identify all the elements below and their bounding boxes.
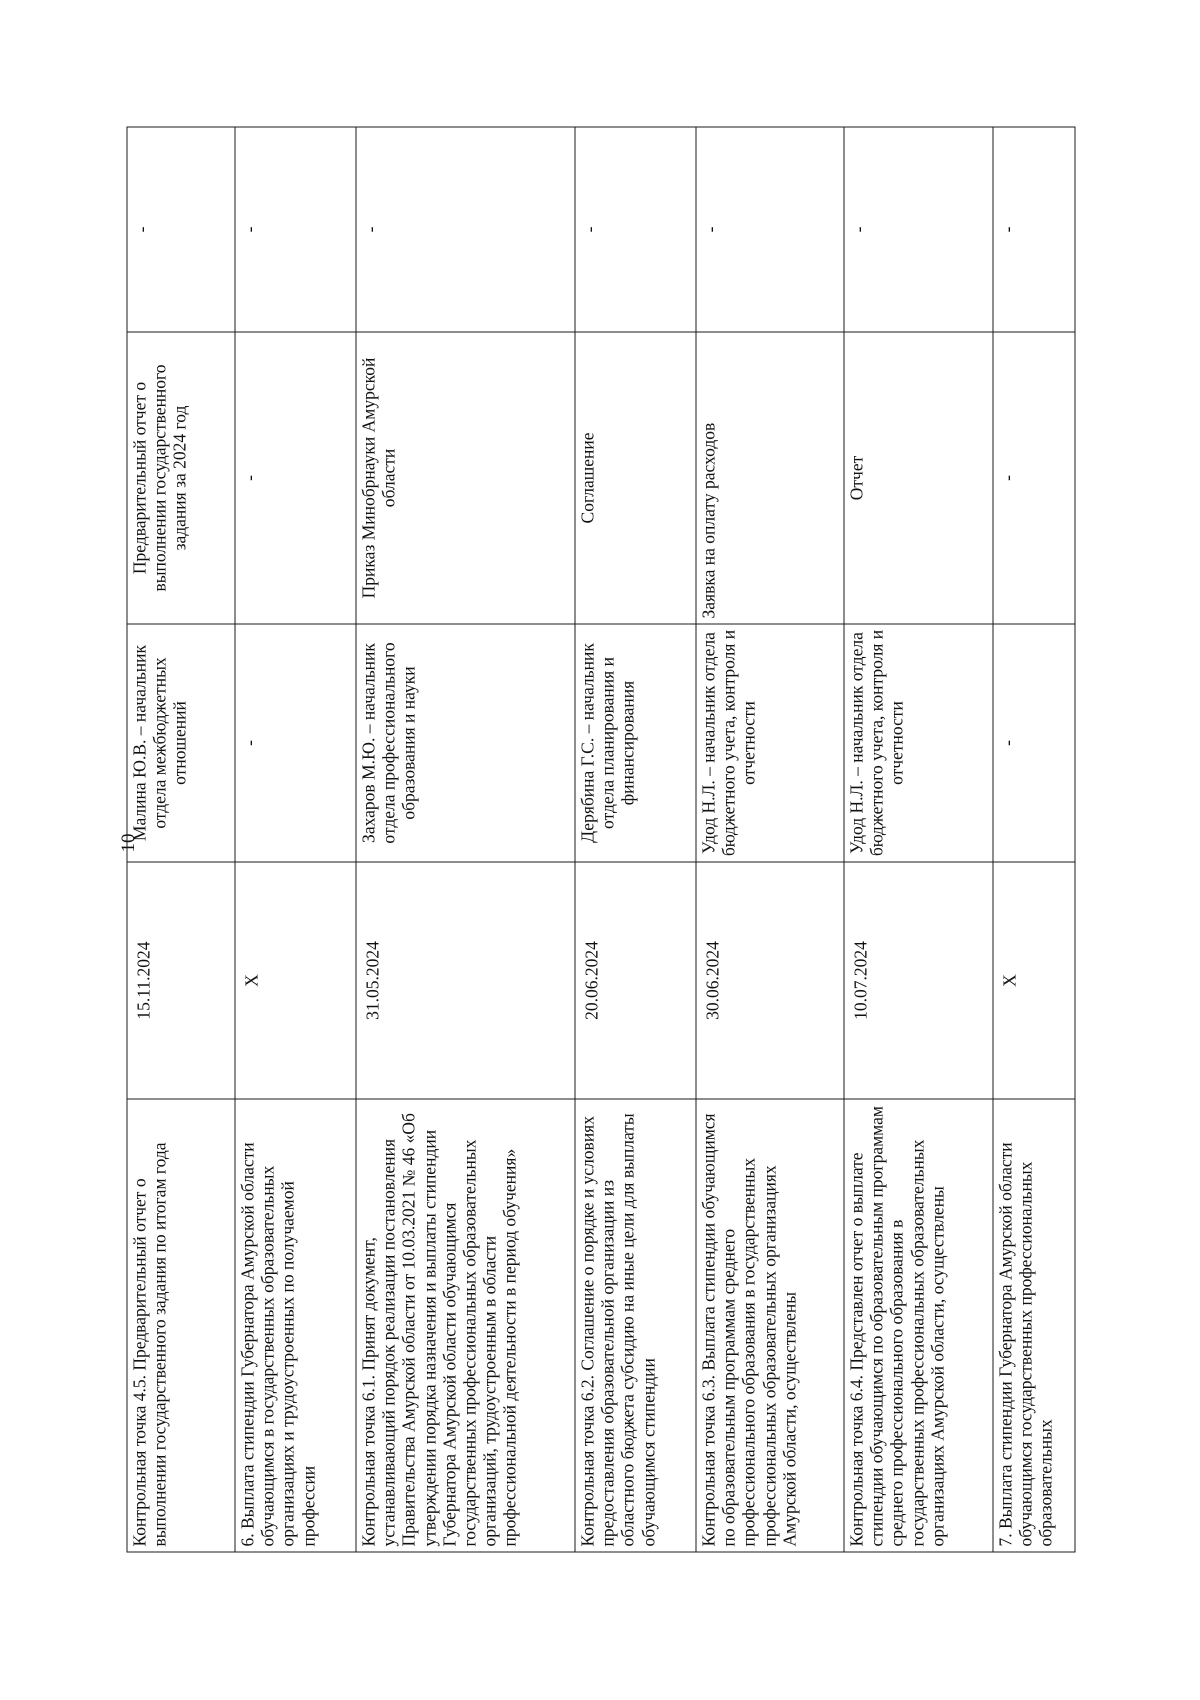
rotated-table-container	[126, 128, 1074, 1553]
note-cell: -	[235, 127, 356, 332]
event-cell: Контрольная точка 6.2. Соглашение о порядке и условиях предоставления образовательной организации из областного бюджета субсидию на иные цели для выплаты обучающимся стипендии	[575, 1099, 696, 1552]
document-cell: -	[993, 332, 1075, 624]
event-cell: Контрольная точка 6.3. Выплата стипендии обучающимся по образовательным программам среднего профессионального образования в государственных профессиональных образовательных организациях Амурской области, осуществлены	[696, 1099, 844, 1552]
date-cell: Х	[235, 862, 356, 1099]
responsible-cell: Удод Н.Л. – начальник отдела бюджетного учета, контроля и отчетности	[844, 624, 993, 862]
responsible-cell: -	[235, 624, 356, 862]
responsible-cell: -	[993, 624, 1075, 862]
event-cell: 6. Выплата стипендии Губернатора Амурской области обучающимся в государственных образовательных организациях и трудоустроенных по получаемой профессии	[235, 1099, 356, 1552]
table-row	[235, 127, 356, 1552]
note-cell: -	[127, 127, 235, 332]
note-cell: -	[993, 127, 1075, 332]
event-cell: Контрольная точка 6.1. Принят документ, устанавливающий порядок реализации постановления Правительства Амурской области от 10.03.2021 № 46 «Об утверждении порядка назначения и выплаты стипендии Губернатора Амурской области обучающимся государственных профессиональных образовательных организаций, трудоустроенным в области профессиональной деятельности в период обучения»	[356, 1099, 575, 1552]
document-cell: Отчет	[844, 332, 993, 624]
responsible-cell: Малина Ю.В. – начальник отдела межбюджетных отношений	[127, 624, 235, 862]
plan-table	[126, 127, 1075, 1553]
date-cell: 30.06.2024	[696, 862, 844, 1099]
date-cell: Х	[993, 862, 1075, 1099]
event-cell: 7. Выплата стипендии Губернатора Амурской области обучающимся государственных профессиональных образовательных	[993, 1099, 1075, 1552]
table-row	[127, 127, 235, 1552]
table-row	[844, 127, 993, 1552]
date-cell: 20.06.2024	[575, 862, 696, 1099]
table-row	[696, 127, 844, 1552]
document-cell: Приказ Минобрнауки Амурской области	[356, 332, 575, 624]
event-cell: Контрольная точка 6.4. Представлен отчет о выплате стипендии обучающимся по образовательным программам среднего профессионального образования в государственных профессиональных образовательных организациях Амурской области, осуществлены	[844, 1099, 993, 1552]
table-row	[993, 127, 1075, 1552]
document-cell: -	[235, 332, 356, 624]
table-row	[575, 127, 696, 1552]
responsible-cell: Дерябина Г.С. – начальник отдела планирования и финансирования	[575, 624, 696, 862]
responsible-cell: Захаров М.Ю. – начальник отдела профессионального образования и науки	[356, 624, 575, 862]
event-cell: Контрольная точка 4.5. Предварительный отчет о выполнении государственного задания по итогам года	[127, 1099, 235, 1552]
date-cell: 15.11.2024	[127, 862, 235, 1099]
document-cell: Предварительный отчет о выполнении государственного задания за 2024 год	[127, 332, 235, 624]
page-number: 10	[118, 833, 139, 853]
note-cell: -	[696, 127, 844, 332]
date-cell: 31.05.2024	[356, 862, 575, 1099]
date-cell: 10.07.2024	[844, 862, 993, 1099]
document-cell: Заявка на оплату расходов	[696, 332, 844, 624]
note-cell: -	[356, 127, 575, 332]
table-row	[356, 127, 575, 1552]
responsible-cell: Удод Н.Л. – начальник отдела бюджетного учета, контроля и отчетности	[696, 624, 844, 862]
document-cell: Соглашение	[575, 332, 696, 624]
note-cell: -	[844, 127, 993, 332]
note-cell: -	[575, 127, 696, 332]
